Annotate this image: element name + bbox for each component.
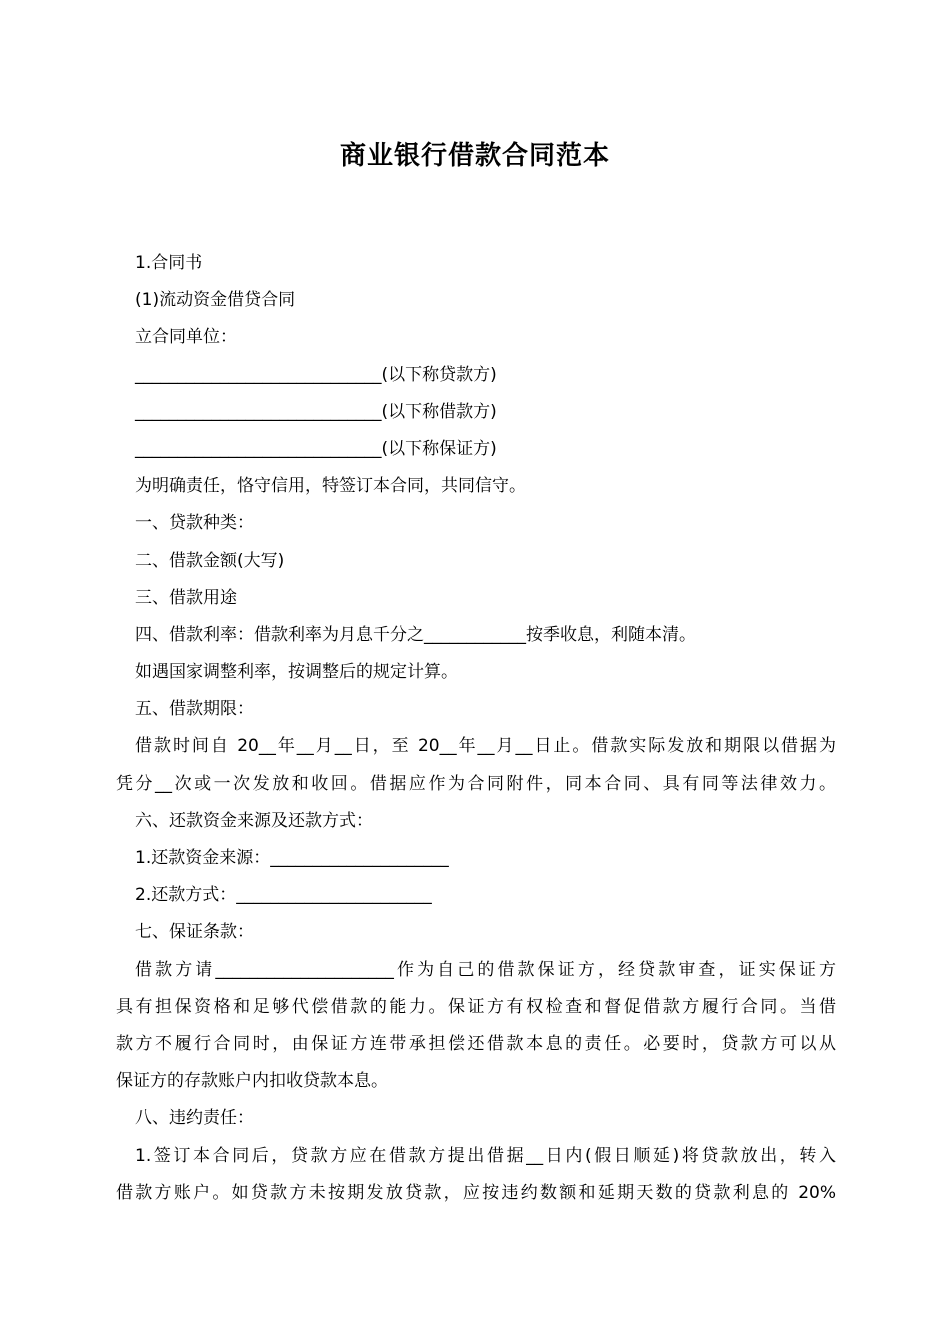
clause-heading: 五、借款期限： [135, 699, 254, 720]
lender-blank-line: _____________________________(以下称贷款方) [135, 364, 497, 385]
paragraph-line: 借款方请_____________________作为自己的借款保证方，经贷款审查，证实保证方 [135, 959, 836, 980]
paragraph-line: 2.还款方式：_______________________ [135, 885, 432, 906]
document-title: 商业银行借款合同范本 [339, 141, 610, 171]
paragraph-line: 借款时间自 20__年__月__日，至 20__年__月__日止。借款实际发放和期限以借据为 [135, 736, 836, 757]
paragraph-line: 具有担保资格和足够代偿借款的能力。保证方有权检查和督促借款方履行合同。当借 [116, 996, 836, 1017]
clause-heading: 六、还款资金来源及还款方式： [135, 810, 373, 831]
document-body [116, 245, 836, 1212]
section-heading: 1.合同书 [135, 253, 203, 273]
borrower-blank-line: _____________________________(以下称借款方) [135, 401, 497, 422]
paragraph-line: 保证方的存款账户内扣收贷款本息。 [116, 1071, 388, 1092]
clause-heading: 一、贷款种类： [135, 513, 254, 534]
clause-heading: 三、借款用途 [135, 587, 237, 608]
subsection-heading: (1)流动资金借贷合同 [135, 290, 296, 311]
clause-heading: 四、借款利率：借款利率为月息千分之____________按季收息，利随本清。 [135, 624, 696, 645]
paragraph-line: 凭分__次或一次发放和收回。借据应作为合同附件，同本合同、具有同等法律效力。 [116, 773, 836, 794]
paragraph-line: 1.还款资金来源：_____________________ [135, 848, 449, 868]
clause-heading: 二、借款金额(大写) [135, 550, 285, 571]
paragraph-line: 如遇国家调整利率，按调整后的规定计算。 [135, 662, 458, 683]
paragraph-line: 为明确责任，恪守信用，特签订本合同，共同信守。 [135, 476, 526, 497]
clause-heading: 八、违约责任： [135, 1108, 254, 1129]
clause-heading: 七、保证条款： [135, 922, 254, 943]
paragraph-line: 立合同单位： [135, 327, 237, 348]
paragraph-line: 借款方账户。如贷款方未按期发放贷款，应按违约数额和延期天数的贷款利息的 20% [116, 1182, 836, 1203]
guarantor-blank-line: _____________________________(以下称保证方) [135, 438, 497, 459]
paragraph-line: 款方不履行合同时，由保证方连带承担偿还借款本息的责任。必要时，贷款方可以从 [116, 1033, 836, 1054]
paragraph-line: 1.签订本合同后，贷款方应在借款方提出借据__日内(假日顺延)将贷款放出，转入 [135, 1145, 836, 1166]
